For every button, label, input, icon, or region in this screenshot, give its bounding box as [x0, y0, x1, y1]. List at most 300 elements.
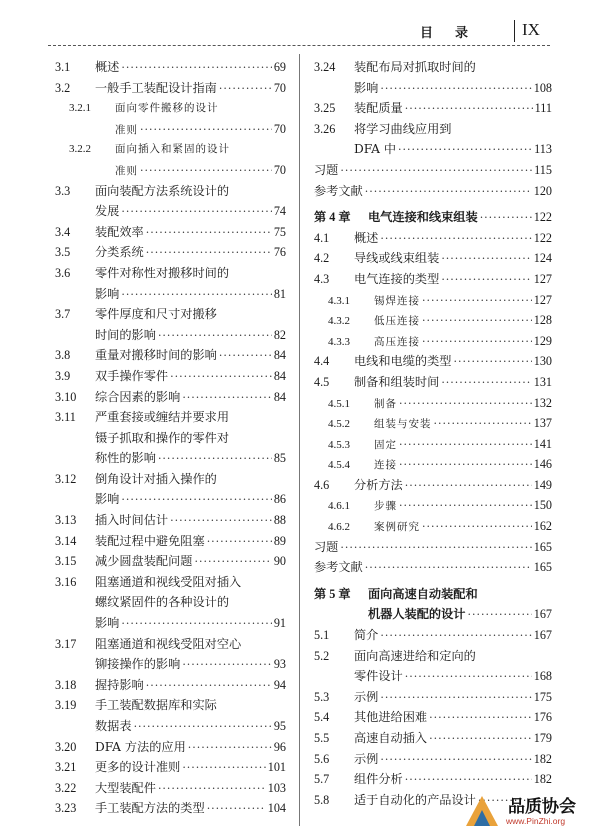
toc-entry[interactable] [55, 695, 286, 736]
toc-leader-dots [121, 490, 271, 511]
toc-entry[interactable] [314, 228, 552, 249]
toc-entry-number: 3.24 [314, 60, 336, 74]
toc-leader-dots [441, 249, 531, 270]
toc-entry-page: 96 [273, 739, 286, 754]
toc-entry[interactable] [314, 769, 552, 790]
toc-entry[interactable] [314, 413, 552, 434]
toc-entry-title: DFA 中 [354, 142, 397, 157]
toc-leader-dots [398, 140, 532, 161]
watermark-name: 品质协会 [508, 797, 576, 817]
toc-entry-page: 167 [533, 607, 552, 622]
toc-entry-number: 4.5.2 [328, 418, 350, 431]
toc-entry-title: 高压连接 [374, 335, 420, 348]
toc-entry-title: 参考文献 [314, 560, 363, 575]
logo-mark-icon [460, 790, 504, 830]
toc-leader-dots [219, 346, 272, 367]
toc-entry-title: 握持影响 [95, 677, 144, 692]
toc-leader-dots [340, 538, 531, 559]
toc-entry[interactable] [55, 387, 286, 408]
toc-entry-number: 4.5.3 [328, 438, 350, 451]
toc-entry-number: 4.6 [314, 477, 330, 492]
toc-entry[interactable] [55, 531, 286, 552]
toc-entry[interactable] [55, 263, 286, 304]
toc-entry-title: DFA 方法的应用 [95, 739, 186, 754]
toc-leader-dots [380, 79, 531, 100]
toc-entry-title: 镊子抓取和操作的零件对 [95, 430, 230, 445]
toc-entry-title: 面向零件搬移的设计 [115, 102, 219, 115]
toc-entry-title: 概述 [354, 230, 379, 245]
toc-entry[interactable] [55, 407, 286, 469]
toc-entry-page: 81 [273, 286, 286, 301]
toc-entry-page: 70 [273, 162, 286, 177]
toc-entry-title: 导线或线束组装 [354, 251, 440, 266]
toc-entry[interactable] [314, 393, 552, 414]
toc-entry[interactable] [314, 495, 552, 516]
toc-entry-title: 铆接操作的影响 [95, 657, 181, 672]
toc-entry-number: 3.9 [55, 368, 71, 383]
toc-entry-title: 电线和电缆的类型 [354, 354, 452, 369]
toc-entry-title: 面向插入和紧固的设计 [115, 143, 230, 156]
toc-leader-dots [182, 388, 272, 409]
toc-entry-title: 其他进给困难 [354, 710, 428, 725]
toc-entry-number: 4.3.3 [328, 335, 350, 348]
toc-entry[interactable] [314, 351, 552, 372]
toc-entry[interactable] [314, 248, 552, 269]
toc-entry[interactable] [55, 139, 286, 180]
toc-entry-title: 参考文献 [314, 183, 363, 198]
toc-entry[interactable] [314, 687, 552, 708]
toc-entry-number: 3.12 [55, 471, 77, 486]
toc-entry-page: 131 [533, 374, 552, 389]
toc-entry-page: 84 [273, 368, 286, 383]
toc-entry[interactable] [314, 372, 552, 393]
toc-entry-title: 减少圆盘装配问题 [95, 554, 193, 569]
toc-right-column [314, 57, 552, 810]
toc-entry-page: 146 [533, 457, 552, 472]
toc-entry-page: 176 [533, 710, 552, 725]
header-rule [48, 45, 550, 46]
toc-entry-page: 179 [533, 731, 552, 745]
toc-entry-title: 制备 [374, 397, 397, 410]
toc-entry-number: 4.4 [314, 354, 330, 369]
toc-entry-page: 165 [533, 560, 552, 575]
toc-entry-page: 175 [533, 689, 552, 704]
toc-entry-number: 4.5.1 [328, 397, 350, 410]
toc-leader-dots [158, 326, 272, 347]
toc-leader-dots [454, 352, 532, 373]
toc-entry[interactable] [55, 242, 286, 263]
toc-leader-dots [399, 496, 532, 517]
toc-entry-number: 5.2 [314, 648, 330, 663]
toc-leader-dots [422, 332, 532, 353]
toc-entry-page: 95 [273, 719, 286, 733]
toc-entry-number: 3.20 [55, 739, 77, 754]
toc-leader-dots [121, 614, 271, 635]
toc-entry[interactable] [314, 98, 552, 119]
toc-leader-dots [380, 626, 531, 647]
toc-entry[interactable] [55, 757, 286, 778]
toc-entry-number: 3.5 [55, 245, 71, 260]
toc-entry-page: 74 [273, 204, 286, 219]
toc-entry-page: 115 [534, 162, 552, 177]
toc-entry[interactable] [55, 222, 286, 243]
toc-leader-dots [140, 161, 272, 182]
toc-entry-page: 86 [273, 492, 286, 507]
toc-entry[interactable] [314, 310, 552, 331]
toc-entry[interactable] [314, 625, 552, 646]
toc-entry-title: 螺纹紧固件的各种设计的 [95, 595, 230, 610]
toc-entry-number: 3.7 [55, 307, 71, 322]
toc-entry-page: 162 [533, 519, 552, 534]
toc-leader-dots [405, 476, 532, 497]
toc-entry-number: 3.18 [55, 677, 77, 692]
toc-entry-number: 3.26 [314, 121, 336, 136]
toc-entry-number: 5.5 [314, 731, 330, 745]
toc-entry-page: 150 [533, 498, 552, 513]
toc-entry-page: 85 [273, 451, 286, 466]
toc-entry-title: 插入时间估计 [95, 513, 169, 528]
toc-leader-dots [207, 532, 272, 553]
watermark-url: www.PinZhi.org [506, 816, 566, 826]
toc-entry-number: 第 5 章 [314, 586, 351, 601]
toc-entry[interactable] [55, 304, 286, 345]
header-title: 目录 [420, 26, 491, 41]
toc-entry-page: 70 [273, 80, 286, 95]
toc-entry-title: 零件对称性对搬移时间的 [95, 265, 230, 280]
toc-entry-title: 高速自动插入 [354, 731, 428, 745]
toc-entry-number: 4.5.4 [328, 459, 350, 472]
toc-entry[interactable] [314, 160, 552, 181]
toc-entry-title: 连接 [374, 459, 397, 472]
toc-entry-page: 141 [533, 436, 552, 451]
toc-leader-dots [399, 394, 532, 415]
toc-leader-dots [170, 511, 272, 532]
toc-entry-page: 103 [267, 780, 286, 795]
toc-entry-page: 182 [533, 751, 552, 766]
toc-entry-page: 182 [533, 772, 552, 787]
toc-leader-dots [422, 517, 532, 538]
toc-leader-dots [399, 435, 532, 456]
toc-entry[interactable] [314, 707, 552, 728]
toc-entry[interactable] [314, 454, 552, 475]
toc-entry-title: 步骤 [374, 500, 397, 513]
toc-entry-number: 3.2.1 [69, 102, 91, 115]
toc-entry-number: 4.3 [314, 271, 330, 286]
header-divider [514, 20, 515, 42]
toc-entry-page: 90 [273, 554, 286, 569]
toc-entry[interactable] [314, 516, 552, 537]
toc-entry-title: 分析方法 [354, 477, 403, 492]
toc-entry-number: 5.1 [314, 628, 330, 643]
toc-entry-title: 影响 [95, 616, 120, 631]
toc-leader-dots [121, 285, 271, 306]
toc-entry[interactable] [55, 675, 286, 696]
toc-entry-title: 准则 [115, 123, 138, 136]
toc-leader-dots [207, 799, 266, 820]
toc-entry-title: 数据表 [95, 719, 132, 733]
toc-entry-number: 3.13 [55, 513, 77, 528]
toc-leader-dots [121, 202, 271, 223]
toc-entry-title: 装配布局对抓取时间的 [354, 60, 476, 74]
toc-entry-title: 低压连接 [374, 315, 420, 328]
page-header [0, 0, 592, 46]
toc-leader-dots [441, 270, 531, 291]
toc-entry-number: 3.2 [55, 80, 71, 95]
toc-entry-number: 3.14 [55, 533, 77, 548]
toc-entry-page: 84 [273, 348, 286, 363]
toc-entry-title: 概述 [95, 60, 120, 74]
toc-entry-number: 5.8 [314, 792, 330, 807]
toc-entry-title: 双手操作零件 [95, 368, 169, 383]
toc-entry-title: 综合因素的影响 [95, 389, 181, 404]
toc-entry-page: 82 [273, 327, 286, 342]
toc-entry[interactable] [55, 345, 286, 366]
toc-entry-page: 124 [533, 251, 552, 266]
toc-entry[interactable] [55, 98, 286, 139]
toc-entry[interactable] [314, 557, 552, 578]
toc-entry-number: 3.2.2 [69, 143, 91, 156]
toc-leader-dots [480, 208, 532, 229]
toc-entry-title: 装配过程中避免阻塞 [95, 533, 205, 548]
watermark-logo [460, 790, 588, 830]
toc-entry-title: 准则 [115, 164, 138, 177]
toc-entry[interactable] [314, 728, 552, 749]
toc-left-column [55, 57, 286, 819]
toc-entry-page: 129 [533, 333, 552, 348]
toc-entry-title: 面向高速自动装配和 [368, 586, 478, 601]
toc-entry-page: 132 [533, 395, 552, 410]
toc-entry-page: 165 [533, 539, 552, 554]
toc-entry[interactable] [55, 510, 286, 531]
toc-entry-page: 113 [534, 142, 552, 157]
toc-leader-dots [380, 750, 531, 771]
toc-entry[interactable] [314, 749, 552, 770]
toc-leader-dots [219, 79, 272, 100]
toc-entry-number: 4.6.2 [328, 521, 350, 534]
toc-entry-page: 130 [533, 354, 552, 369]
toc-entry-title: 制备和组装时间 [354, 374, 440, 389]
toc-entry-title: 零件厚度和尺寸对搬移 [95, 307, 217, 322]
toc-leader-dots [121, 58, 271, 79]
toc-leader-dots [170, 367, 272, 388]
toc-entry-number: 3.22 [55, 780, 77, 795]
toc-entry[interactable] [314, 57, 552, 98]
toc-leader-dots [441, 373, 531, 394]
toc-entry[interactable] [55, 181, 286, 222]
toc-entry-title: 装配效率 [95, 224, 144, 239]
toc-entry-number: 4.2 [314, 251, 330, 266]
toc-leader-dots [146, 223, 272, 244]
toc-leader-dots [146, 676, 272, 697]
toc-entry-title: 零件设计 [354, 669, 403, 684]
toc-entry-number: 5.4 [314, 710, 330, 725]
toc-entry-title: 更多的设计准则 [95, 760, 181, 775]
toc-entry-number: 3.25 [314, 101, 336, 116]
toc-entry-page: 69 [273, 60, 286, 74]
toc-entry-title: 组装与安装 [374, 418, 432, 431]
toc-entry-number: 3.21 [55, 760, 77, 775]
toc-entry-title: 适于自动化的产品设计 [354, 792, 476, 807]
toc-entry-page: 149 [533, 477, 552, 492]
toc-entry-title: 简介 [354, 628, 379, 643]
toc-leader-dots [422, 291, 532, 312]
toc-entry-page: 127 [533, 271, 552, 286]
toc-leader-dots [140, 120, 272, 141]
toc-entry-number: 5.7 [314, 772, 330, 787]
toc-entry[interactable] [55, 469, 286, 510]
toc-entry-page: 84 [273, 389, 286, 404]
toc-entry[interactable] [314, 331, 552, 352]
toc-entry-title: 称性的影响 [95, 451, 156, 466]
toc-entry-title: 一般手工装配设计指南 [95, 80, 217, 95]
toc-leader-dots [380, 229, 531, 250]
toc-entry-title: 示例 [354, 689, 379, 704]
toc-entry-title: 发展 [95, 204, 120, 219]
column-divider [299, 54, 300, 826]
toc-entry-page: 108 [533, 80, 552, 95]
toc-entry[interactable] [314, 181, 552, 202]
toc-entry[interactable] [55, 57, 286, 78]
toc-entry-number: 3.16 [55, 574, 77, 589]
toc-entry-title: 将学习曲线应用到 [354, 121, 452, 136]
toc-leader-dots [365, 182, 532, 203]
toc-entry-title: 电气连接的类型 [354, 271, 440, 286]
toc-entry-title: 影响 [95, 286, 120, 301]
toc-entry-title: 手工装配数据库和实际 [95, 698, 217, 713]
toc-entry-title: 案例研究 [374, 521, 420, 534]
toc-leader-dots [380, 688, 531, 709]
toc-entry-title: 分类系统 [95, 245, 144, 260]
toc-leader-dots [405, 99, 533, 120]
toc-entry-number: 4.6.1 [328, 500, 350, 513]
toc-entry[interactable] [314, 119, 552, 160]
toc-entry[interactable] [55, 551, 286, 572]
toc-entry-title: 组件分析 [354, 772, 403, 787]
toc-entry[interactable] [55, 634, 286, 675]
toc-entry-title: 手工装配方法的类型 [95, 801, 205, 816]
toc-entry-number: 4.3.1 [328, 294, 350, 307]
toc-leader-dots [158, 779, 266, 800]
toc-entry-number: 3.3 [55, 183, 71, 198]
header-page-number: IX [522, 20, 540, 39]
toc-entry-title: 面向高速进给和定向的 [354, 648, 476, 663]
toc-entry-number: 3.1 [55, 60, 71, 74]
toc-entry-title: 面向装配方法系统设计的 [95, 183, 230, 198]
toc-entry-page: 101 [267, 760, 286, 775]
toc-entry-title: 影响 [354, 80, 379, 95]
toc-entry[interactable] [55, 78, 286, 99]
toc-leader-dots [146, 243, 272, 264]
toc-entry-number: 3.11 [55, 410, 76, 425]
toc-leader-dots [182, 758, 265, 779]
toc-entry-number: 3.8 [55, 348, 71, 363]
toc-entry[interactable] [55, 572, 286, 634]
toc-entry-title: 严重套接或缠结并要求用 [95, 410, 230, 425]
toc-leader-dots [468, 605, 532, 626]
toc-entry[interactable] [314, 475, 552, 496]
toc-entry-number: 3.6 [55, 265, 71, 280]
toc-entry-title: 示例 [354, 751, 379, 766]
toc-entry-number: 3.19 [55, 698, 77, 713]
toc-leader-dots [429, 729, 532, 750]
toc-leader-dots [188, 738, 272, 759]
toc-entry-title: 阻塞通道和视线受阻对空心 [95, 636, 242, 651]
toc-entry-page: 70 [273, 121, 286, 136]
toc-leader-dots [134, 717, 272, 738]
toc-entry-page: 127 [533, 292, 552, 307]
toc-entry-title: 装配质量 [354, 101, 403, 116]
toc-leader-dots [422, 311, 532, 332]
toc-entry[interactable] [314, 646, 552, 687]
toc-entry-page: 76 [273, 245, 286, 260]
toc-entry-page: 137 [533, 416, 552, 431]
toc-entry[interactable] [314, 584, 552, 625]
toc-entry-title: 大型装配件 [95, 780, 156, 795]
toc-entry-title: 影响 [95, 492, 120, 507]
toc-entry-page: 111 [534, 101, 552, 116]
toc-entry-page: 93 [273, 657, 286, 672]
toc-leader-dots [365, 558, 532, 579]
toc-entry-page: 122 [533, 210, 552, 225]
toc-entry-title: 固定 [374, 438, 397, 451]
toc-entry-title: 重量对搬移时间的影响 [95, 348, 217, 363]
toc-entry-number: 3.4 [55, 224, 71, 239]
toc-leader-dots [429, 708, 532, 729]
toc-entry[interactable] [314, 434, 552, 455]
toc-leader-dots [158, 449, 272, 470]
toc-entry-page: 120 [533, 183, 552, 198]
toc-entry-title: 阻塞通道和视线受阻对插入 [95, 574, 242, 589]
toc-entry-number: 4.5 [314, 374, 330, 389]
toc-entry-number: 3.17 [55, 636, 77, 651]
toc-entry-number: 4.1 [314, 230, 330, 245]
toc-leader-dots [399, 455, 532, 476]
toc-entry-number: 3.15 [55, 554, 77, 569]
toc-entry[interactable] [55, 737, 286, 758]
toc-entry-page: 104 [267, 801, 286, 816]
toc-entry-page: 75 [273, 224, 286, 239]
toc-entry[interactable] [314, 537, 552, 558]
toc-entry-title: 倒角设计对插入操作的 [95, 471, 217, 486]
toc-leader-dots [405, 770, 532, 791]
toc-entry-number: 5.3 [314, 689, 330, 704]
toc-entry[interactable] [55, 798, 286, 819]
toc-entry-title: 时间的影响 [95, 327, 156, 342]
toc-entry-title: 锡焊连接 [374, 294, 420, 307]
toc-entry[interactable] [314, 290, 552, 311]
toc-leader-dots [405, 667, 532, 688]
toc-entry[interactable] [55, 778, 286, 799]
toc-entry-number: 4.3.2 [328, 315, 350, 328]
toc-leader-dots [182, 655, 272, 676]
toc-entry-page: 94 [273, 677, 286, 692]
toc-entry-page: 128 [533, 313, 552, 328]
toc-entry-title: 机器人装配的设计 [368, 607, 466, 622]
toc-entry-page: 88 [273, 513, 286, 528]
toc-leader-dots [434, 414, 532, 435]
toc-entry-number: 5.6 [314, 751, 330, 766]
toc-entry-title: 电气连接和线束组装 [368, 210, 478, 225]
toc-entry-page: 91 [273, 616, 286, 631]
toc-entry[interactable] [55, 366, 286, 387]
toc-entry-number: 第 4 章 [314, 210, 351, 225]
toc-entry-number: 3.10 [55, 389, 77, 404]
toc-entry[interactable] [314, 269, 552, 290]
toc-entry-page: 122 [533, 230, 552, 245]
toc-entry-title: 习题 [314, 162, 339, 177]
toc-entry[interactable] [314, 207, 552, 228]
toc-entry-title: 习题 [314, 539, 339, 554]
